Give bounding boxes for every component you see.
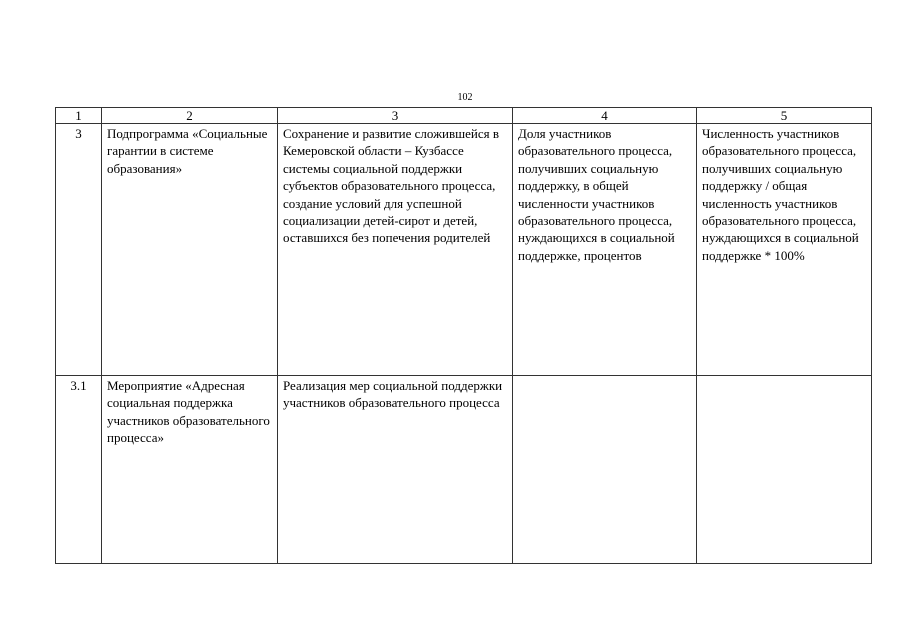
calculation-method-cell (697, 376, 872, 564)
calculation-method-cell: Численность участников образовательного процесса, получивших социальную поддержку / общая численность участников образовательного процесса, нуждающихся в социальной поддержке * 100% (697, 124, 872, 376)
table-header-row (56, 108, 872, 124)
column-header-1: 1 (56, 108, 102, 124)
program-table (55, 107, 872, 564)
column-header-5: 5 (697, 108, 872, 124)
table-row (56, 124, 872, 376)
indicator-cell (513, 376, 697, 564)
column-header-4: 4 (513, 108, 697, 124)
page-number: 102 (457, 92, 473, 103)
program-name-cell: Мероприятие «Адресная социальная поддержка участников образовательного процесса» (102, 376, 278, 564)
program-goal-cell: Сохранение и развитие сложившейся в Кемеровской области – Кузбассе системы социальной поддержки субъектов образовательного процесса, создание условий для успешной социализации детей-сирот и детей, оставшихся без попечения родителей (278, 124, 513, 376)
program-name-cell: Подпрограмма «Социальные гарантии в системе образования» (102, 124, 278, 376)
row-number: 3.1 (56, 376, 102, 564)
column-header-3: 3 (278, 108, 513, 124)
indicator-cell: Доля участников образовательного процесса, получивших социальную поддержку, в общей численности участников образовательного процесса, нуждающихся в социальной поддержке, процентов (513, 124, 697, 376)
row-number: 3 (56, 124, 102, 376)
program-goal-cell: Реализация мер социальной поддержки участников образовательного процесса (278, 376, 513, 564)
column-header-2: 2 (102, 108, 278, 124)
table-row (56, 376, 872, 564)
